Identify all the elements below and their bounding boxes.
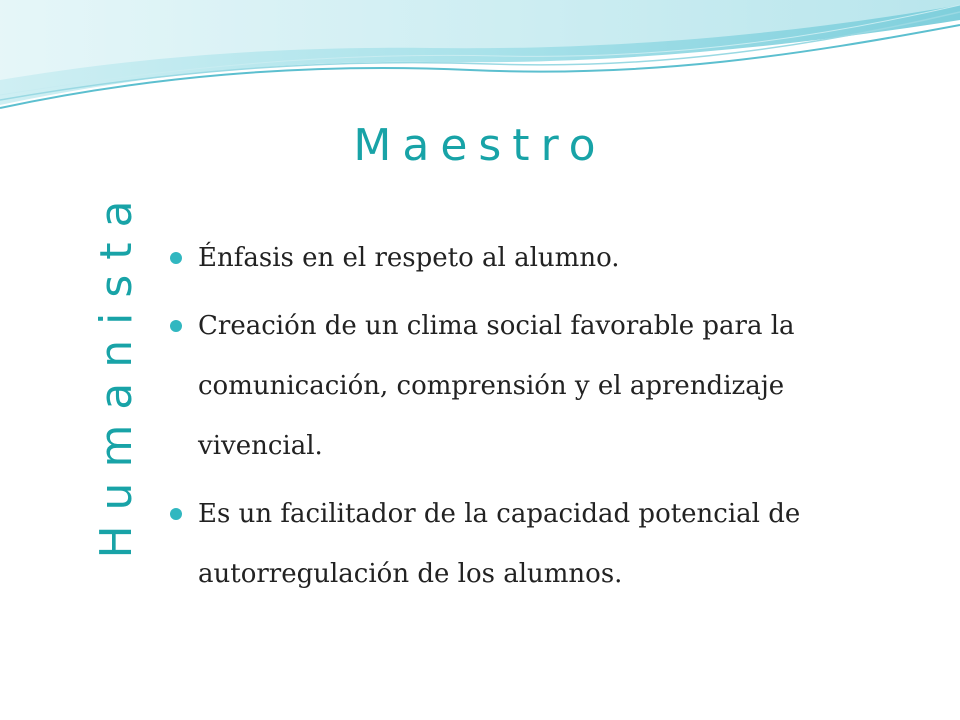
bullet-text: Énfasis en el respeto al alumno. xyxy=(198,243,620,273)
bullet-text: Creación de un clima social favorable para la comunicación, comprensión y el aprendizaje vivencial. xyxy=(198,311,795,461)
side-label: Humanista xyxy=(91,185,142,559)
slide-title: Maestro xyxy=(353,120,607,171)
bullet-text: Es un facilitador de la capacidad potencial de autorregulación de los alumnos. xyxy=(198,499,801,589)
bullet-list xyxy=(168,228,898,612)
bullet-dot-icon xyxy=(170,320,182,332)
bullet-item xyxy=(168,296,898,476)
header-wave-decoration xyxy=(0,0,960,130)
bullet-dot-icon xyxy=(170,252,182,264)
bullet-item xyxy=(168,484,898,604)
bullet-dot-icon xyxy=(170,508,182,520)
bullet-item xyxy=(168,228,898,288)
